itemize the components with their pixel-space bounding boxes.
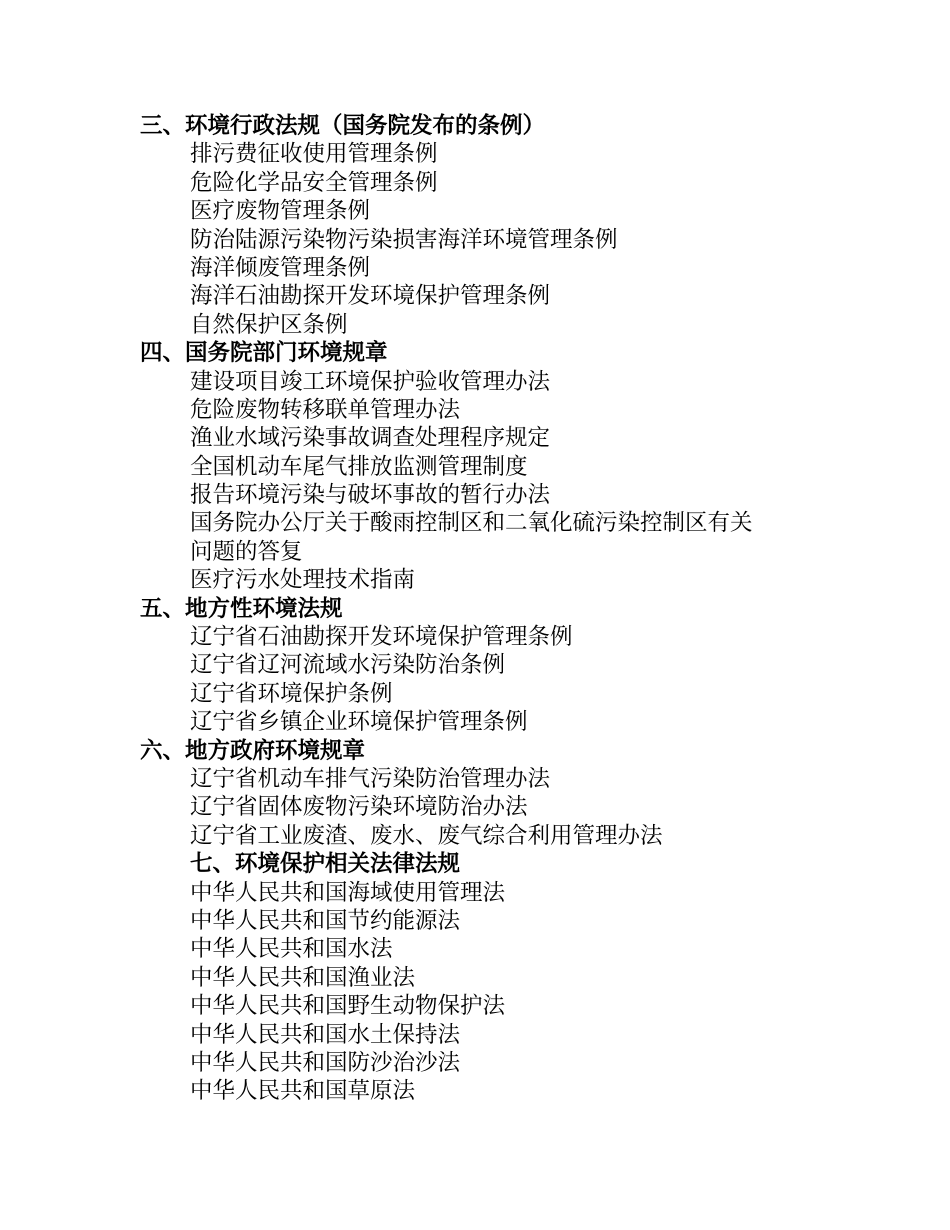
list-item: 中华人民共和国水土保持法 xyxy=(190,1021,461,1048)
list-item: 医疗污水处理技术指南 xyxy=(190,567,416,594)
list-item: 海洋石油勘探开发环境保护管理条例 xyxy=(190,283,551,310)
section-heading-4: 四、国务院部门环境规章 xyxy=(140,340,388,367)
list-item: 渔业水域污染事故调查处理程序规定 xyxy=(190,425,551,452)
list-item: 国务院办公厅关于酸雨控制区和二氧化硫污染控制区有关 xyxy=(190,510,753,537)
list-item: 辽宁省工业废渣、废水、废气综合利用管理办法 xyxy=(190,822,663,849)
section-heading-3: 三、环境行政法规（国务院发布的条例） xyxy=(140,113,546,139)
list-item-continuation: 问题的答复 xyxy=(190,538,303,565)
list-item: 中华人民共和国渔业法 xyxy=(190,964,416,991)
list-item: 危险化学品安全管理条例 xyxy=(190,169,438,196)
list-item: 防治陆源污染物污染损害海洋环境管理条例 xyxy=(190,226,618,253)
list-item: 辽宁省固体废物污染环境防治办法 xyxy=(190,794,528,821)
list-item: 海洋倾废管理条例 xyxy=(190,254,371,281)
list-item: 中华人民共和国草原法 xyxy=(190,1078,416,1105)
document-body xyxy=(0,112,950,1106)
list-item: 辽宁省石油勘探开发环境保护管理条例 xyxy=(190,624,573,651)
list-item: 自然保护区条例 xyxy=(190,311,348,338)
list-item: 辽宁省机动车排气污染防治管理办法 xyxy=(190,765,551,792)
list-item: 排污费征收使用管理条例 xyxy=(190,141,438,168)
list-item: 辽宁省辽河流域水污染防治条例 xyxy=(190,652,506,679)
list-item: 中华人民共和国节约能源法 xyxy=(190,907,461,934)
list-item: 中华人民共和国海域使用管理法 xyxy=(190,879,506,906)
list-item: 危险废物转移联单管理办法 xyxy=(190,396,461,423)
list-item: 全国机动车尾气排放监测管理制度 xyxy=(190,453,528,480)
list-item: 辽宁省环境保护条例 xyxy=(190,680,393,707)
list-item: 医疗废物管理条例 xyxy=(190,198,371,225)
section-heading-6: 六、地方政府环境规章 xyxy=(140,737,366,764)
list-item: 中华人民共和国水法 xyxy=(190,936,393,963)
section-heading-5: 五、地方性环境法规 xyxy=(140,595,343,622)
section-heading-7: 七、环境保护相关法律法规 xyxy=(190,851,461,878)
list-item: 建设项目竣工环境保护验收管理办法 xyxy=(190,368,551,395)
list-item: 中华人民共和国防沙治沙法 xyxy=(190,1049,461,1076)
list-item: 中华人民共和国野生动物保护法 xyxy=(190,993,506,1020)
list-item: 辽宁省乡镇企业环境保护管理条例 xyxy=(190,709,528,736)
list-item: 报告环境污染与破坏事故的暂行办法 xyxy=(190,482,551,509)
